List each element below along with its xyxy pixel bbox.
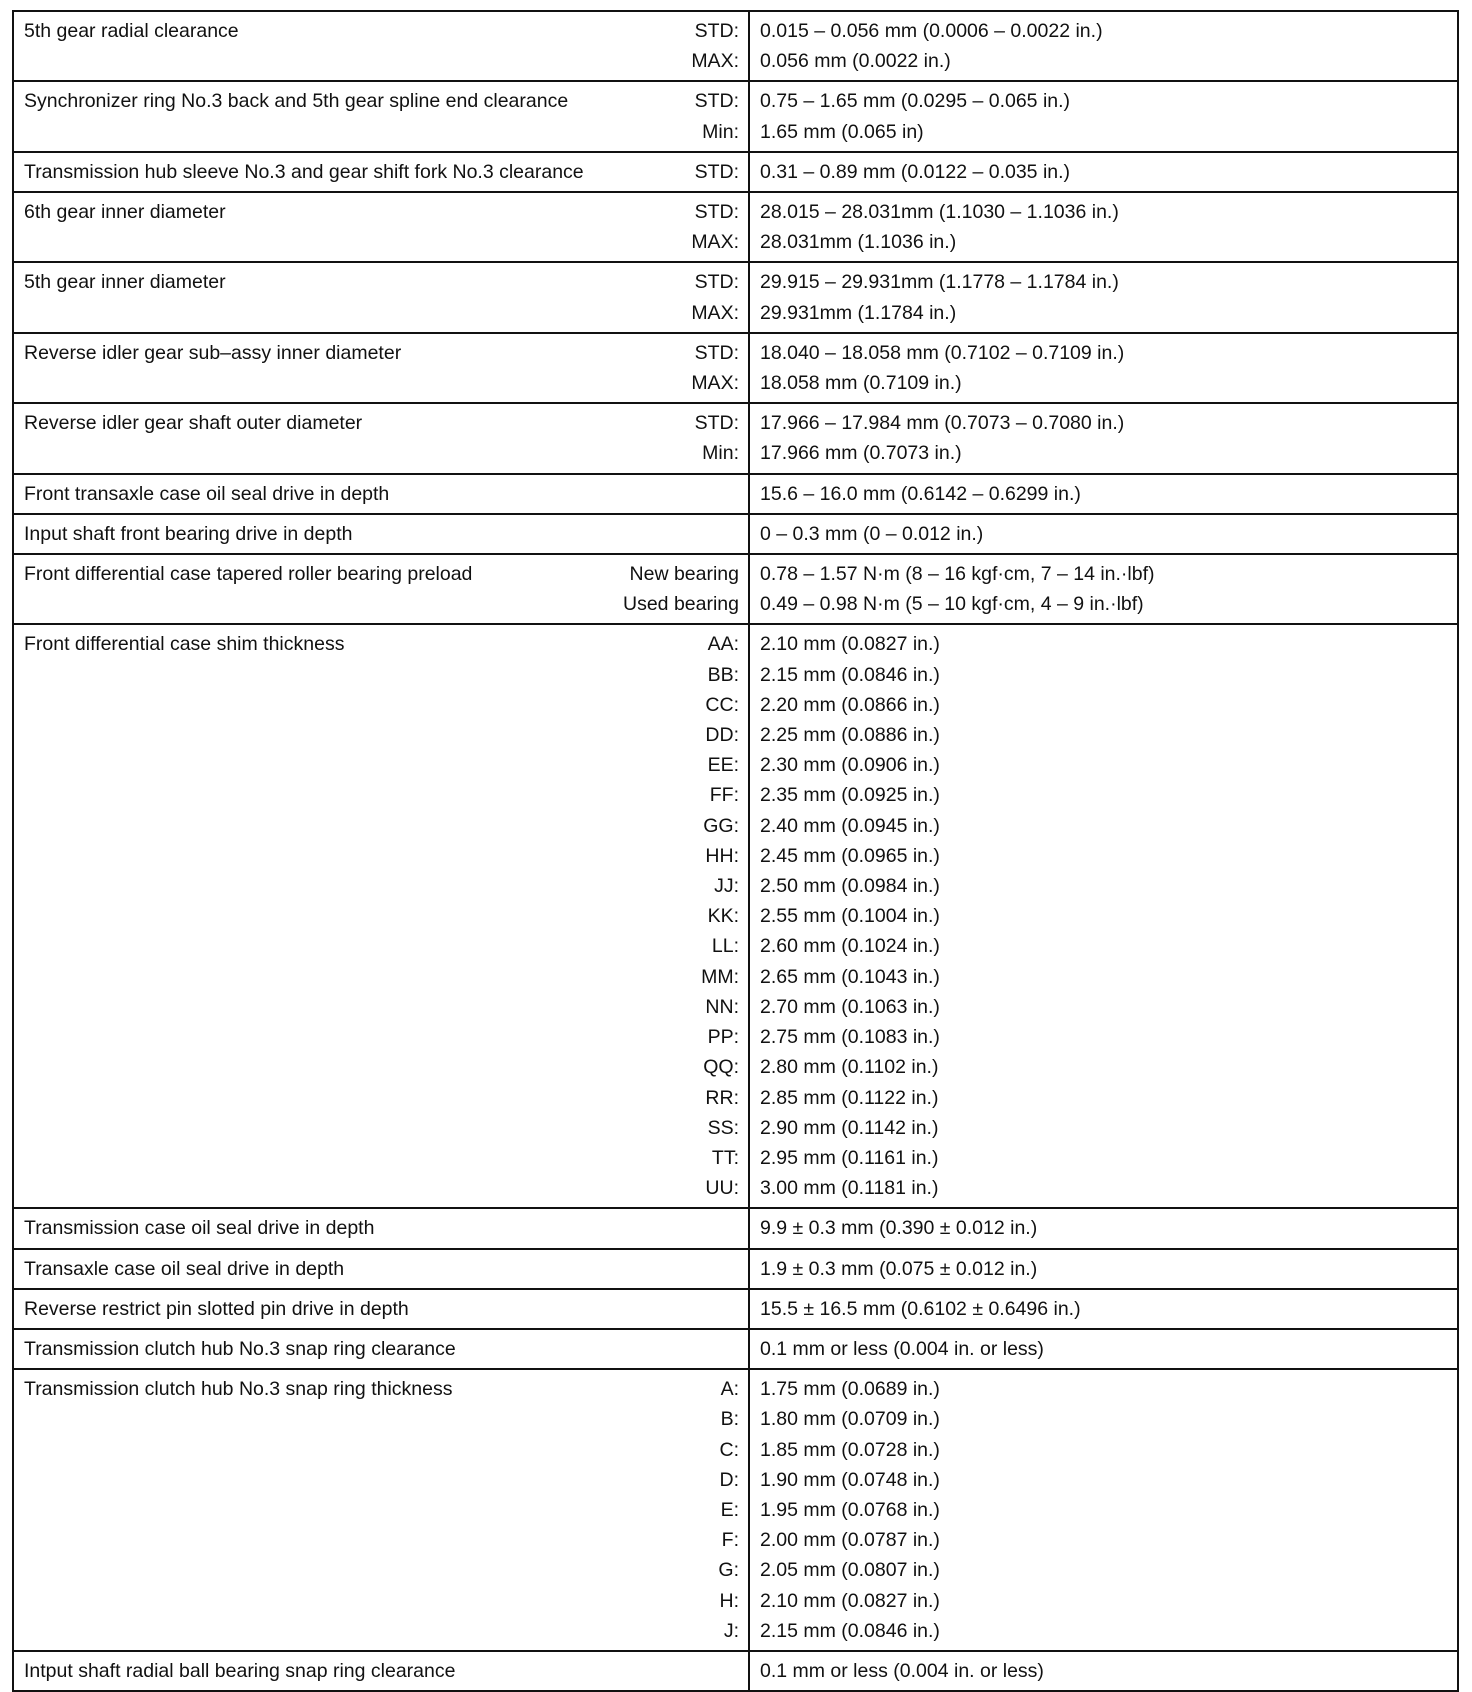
- spec-value: 9.9 ± 0.3 mm (0.390 ± 0.012 in.): [760, 1217, 1038, 1240]
- item-wrap: [24, 157, 739, 187]
- spec-cell: [749, 474, 1458, 514]
- spec-row: [13, 1329, 1458, 1369]
- spec-value: 0.31 – 0.89 mm (0.0122 – 0.035 in.): [760, 160, 1071, 183]
- spec-row: [13, 81, 1458, 151]
- spec-value: 2.15 mm (0.0846 in.): [760, 663, 940, 686]
- spec-label: UU:: [705, 1177, 739, 1200]
- spec-value: 29.931mm (1.1784 in.): [760, 301, 957, 324]
- spec-value: 2.65 mm (0.1043 in.): [760, 965, 940, 988]
- item-name: Transaxle case oil seal drive in depth: [24, 1257, 345, 1280]
- spec-label: MM:: [701, 965, 739, 988]
- spec-label: MAX:: [691, 50, 739, 73]
- spec-row: [13, 554, 1458, 624]
- spec-labels: [695, 157, 739, 187]
- spec-labels: [691, 338, 739, 398]
- spec-value: 0.056 mm (0.0022 in.): [760, 50, 951, 73]
- spec-value: 1.90 mm (0.0748 in.): [760, 1468, 940, 1491]
- spec-label: LL:: [711, 935, 739, 958]
- spec-value: 18.058 mm (0.7109 in.): [760, 372, 962, 395]
- spec-value: 1.9 ± 0.3 mm (0.075 ± 0.012 in.): [760, 1257, 1038, 1280]
- spec-row: [13, 403, 1458, 473]
- spec-label: F:: [721, 1529, 739, 1552]
- item-wrap: [24, 479, 739, 509]
- spec-value: 28.015 – 28.031mm (1.1030 – 1.1036 in.): [760, 201, 1119, 224]
- spec-value: 2.70 mm (0.1063 in.): [760, 995, 940, 1018]
- spec-value: 15.6 – 16.0 mm (0.6142 – 0.6299 in.): [760, 482, 1081, 505]
- spec-row: [13, 152, 1458, 192]
- item-cell: [13, 403, 749, 473]
- spec-cell: [749, 81, 1458, 151]
- spec-cell: [749, 1208, 1458, 1248]
- spec-value: 2.55 mm (0.1004 in.): [760, 905, 940, 928]
- spec-label: CC:: [705, 693, 739, 716]
- spec-cell: [749, 403, 1458, 473]
- item-wrap: [24, 1294, 739, 1324]
- item-wrap: [24, 408, 739, 468]
- spec-value: 2.95 mm (0.1161 in.): [760, 1146, 939, 1169]
- spec-cell: [749, 192, 1458, 262]
- item-cell: [13, 1208, 749, 1248]
- spec-value: 2.45 mm (0.0965 in.): [760, 844, 940, 867]
- item-name: Reverse restrict pin slotted pin drive in depth: [24, 1297, 409, 1320]
- spec-label: HH:: [705, 844, 739, 867]
- spec-labels: [701, 629, 739, 1203]
- spec-value: 2.10 mm (0.0827 in.): [760, 1589, 940, 1612]
- spec-label: C:: [719, 1438, 739, 1461]
- item-cell: [13, 514, 749, 554]
- item-wrap: [24, 86, 739, 146]
- spec-value: 2.15 mm (0.0846 in.): [760, 1619, 940, 1642]
- spec-label: Used bearing: [623, 593, 739, 616]
- spec-value: 2.05 mm (0.0807 in.): [760, 1559, 940, 1582]
- spec-label: NN:: [705, 995, 739, 1018]
- item-cell: [13, 152, 749, 192]
- spec-row: [13, 262, 1458, 332]
- item-wrap: [24, 267, 739, 327]
- spec-label: STD:: [694, 412, 739, 435]
- spec-label: QQ:: [703, 1056, 739, 1079]
- item-cell: [13, 624, 749, 1208]
- spec-value: 28.031mm (1.1036 in.): [760, 231, 957, 254]
- spec-value: 2.60 mm (0.1024 in.): [760, 935, 940, 958]
- item-wrap: [24, 629, 739, 1203]
- spec-labels: [695, 86, 739, 146]
- spec-value: 1.65 mm (0.065 in): [760, 120, 924, 143]
- spec-labels: [718, 1374, 739, 1646]
- spec-label: JJ:: [714, 875, 739, 898]
- item-wrap: [24, 197, 739, 257]
- spec-label: STD:: [694, 160, 739, 183]
- spec-label: RR:: [705, 1086, 739, 1109]
- spec-row: [13, 1651, 1458, 1691]
- spec-labels: [623, 559, 739, 619]
- spec-row: [13, 1208, 1458, 1248]
- spec-cell: [749, 1249, 1458, 1289]
- item-cell: [13, 333, 749, 403]
- spec-cell: [749, 333, 1458, 403]
- spec-cell: [749, 152, 1458, 192]
- item-wrap: [24, 559, 739, 619]
- spec-value: 2.40 mm (0.0945 in.): [760, 814, 940, 837]
- spec-cell: [749, 1651, 1458, 1691]
- spec-label: STD:: [694, 20, 739, 42]
- spec-value: 0 – 0.3 mm (0 – 0.012 in.): [760, 522, 984, 545]
- spec-value: 0.75 – 1.65 mm (0.0295 – 0.065 in.): [760, 90, 1071, 113]
- item-cell: [13, 1651, 749, 1691]
- item-wrap: [24, 1374, 739, 1646]
- item-wrap: [24, 1213, 739, 1243]
- spec-cell: [749, 514, 1458, 554]
- spec-label: BB:: [707, 663, 739, 686]
- item-name: Front transaxle case oil seal drive in depth: [24, 482, 390, 505]
- spec-value: 1.80 mm (0.0709 in.): [760, 1408, 940, 1431]
- spec-row: [13, 1249, 1458, 1289]
- spec-label: DD:: [705, 724, 739, 747]
- item-wrap: [24, 16, 739, 76]
- spec-label: PP:: [707, 1026, 739, 1049]
- spec-label: EE:: [707, 754, 739, 777]
- spec-label: Min:: [702, 442, 739, 465]
- spec-cell: [749, 1289, 1458, 1329]
- spec-value: 0.1 mm or less (0.004 in. or less): [760, 1659, 1044, 1682]
- spec-label: MAX:: [691, 231, 739, 254]
- spec-label: Min:: [702, 120, 739, 143]
- spec-value: 2.25 mm (0.0886 in.): [760, 724, 940, 747]
- spec-value: 0.1 mm or less (0.004 in. or less): [760, 1337, 1044, 1360]
- item-name: Transmission clutch hub No.3 snap ring thickness: [24, 1378, 453, 1401]
- item-name: Reverse idler gear shaft outer diameter: [24, 412, 363, 435]
- item-name: Transmission hub sleeve No.3 and gear shift fork No.3 clearance: [24, 160, 584, 183]
- item-cell: [13, 262, 749, 332]
- item-name: Input shaft front bearing drive in depth: [24, 522, 353, 545]
- item-name: Transmission clutch hub No.3 snap ring clearance: [24, 1337, 456, 1360]
- spec-value: 2.80 mm (0.1102 in.): [760, 1056, 939, 1079]
- spec-label: MAX:: [691, 301, 739, 324]
- item-cell: [13, 192, 749, 262]
- spec-label: G:: [718, 1559, 739, 1582]
- spec-row: [13, 514, 1458, 554]
- spec-labels: [691, 16, 739, 76]
- spec-label: J:: [723, 1619, 739, 1642]
- item-name: Reverse idler gear sub–assy inner diameter: [24, 341, 402, 364]
- spec-labels: [695, 408, 739, 468]
- spec-value: 2.10 mm (0.0827 in.): [760, 633, 940, 656]
- spec-value: 29.915 – 29.931mm (1.1778 – 1.1784 in.): [760, 271, 1119, 294]
- spec-label: AA:: [707, 633, 739, 656]
- spec-cell: [749, 11, 1458, 81]
- item-cell: [13, 1329, 749, 1369]
- spec-cell: [749, 554, 1458, 624]
- spec-value: 2.90 mm (0.1142 in.): [760, 1116, 939, 1139]
- spec-label: New bearing: [629, 563, 739, 586]
- specification-table-body: [13, 11, 1458, 1691]
- item-cell: [13, 554, 749, 624]
- specification-table: [12, 10, 1459, 1692]
- spec-label: STD:: [694, 201, 739, 224]
- spec-value: 17.966 mm (0.7073 in.): [760, 442, 962, 465]
- spec-label: STD:: [694, 341, 739, 364]
- spec-value: 2.75 mm (0.1083 in.): [760, 1026, 940, 1049]
- spec-row: [13, 1289, 1458, 1329]
- item-name: Synchronizer ring No.3 back and 5th gear spline end clearance: [24, 90, 569, 113]
- spec-value: 0.78 – 1.57 N·m (8 – 16 kgf·cm, 7 – 14 in.·lbf): [760, 563, 1155, 586]
- spec-label: MAX:: [691, 372, 739, 395]
- spec-value: 3.00 mm (0.1181 in.): [760, 1177, 939, 1200]
- spec-value: 1.75 mm (0.0689 in.): [760, 1378, 940, 1401]
- spec-row: [13, 624, 1458, 1208]
- spec-label: D:: [719, 1468, 739, 1491]
- spec-value: 2.85 mm (0.1122 in.): [760, 1086, 939, 1109]
- item-name: Transmission case oil seal drive in depth: [24, 1217, 375, 1240]
- spec-cell: [749, 1329, 1458, 1369]
- spec-row: [13, 11, 1458, 81]
- spec-labels: [691, 197, 739, 257]
- spec-label: STD:: [694, 271, 739, 294]
- spec-row: [13, 333, 1458, 403]
- spec-row: [13, 1369, 1458, 1651]
- spec-label: TT:: [711, 1146, 739, 1169]
- spec-value: 2.30 mm (0.0906 in.): [760, 754, 940, 777]
- spec-cell: [749, 624, 1458, 1208]
- spec-cell: [749, 1369, 1458, 1651]
- item-cell: [13, 1369, 749, 1651]
- spec-label: GG:: [703, 814, 739, 837]
- item-wrap: [24, 338, 739, 398]
- spec-value: 0.015 – 0.056 mm (0.0006 – 0.0022 in.): [760, 20, 1103, 42]
- spec-value: 0.49 – 0.98 N·m (5 – 10 kgf·cm, 4 – 9 in.·lbf): [760, 593, 1144, 616]
- spec-row: [13, 474, 1458, 514]
- spec-label: SS:: [707, 1116, 739, 1139]
- spec-value: 2.00 mm (0.0787 in.): [760, 1529, 940, 1552]
- item-wrap: [24, 1334, 739, 1364]
- spec-label: KK:: [707, 905, 739, 928]
- item-name: Intput shaft radial ball bearing snap ring clearance: [24, 1659, 456, 1682]
- spec-label: FF:: [709, 784, 739, 807]
- spec-cell: [749, 262, 1458, 332]
- spec-value: 2.20 mm (0.0866 in.): [760, 693, 940, 716]
- spec-value: 18.040 – 18.058 mm (0.7102 – 0.7109 in.): [760, 341, 1125, 364]
- spec-label: E:: [720, 1498, 739, 1521]
- spec-row: [13, 192, 1458, 262]
- item-cell: [13, 474, 749, 514]
- item-name: Front differential case tapered roller bearing preload: [24, 563, 473, 586]
- item-wrap: [24, 1254, 739, 1284]
- item-name: 6th gear inner diameter: [24, 201, 226, 224]
- item-cell: [13, 1289, 749, 1329]
- spec-label: A:: [720, 1378, 739, 1401]
- spec-labels: [691, 267, 739, 327]
- spec-value: 1.85 mm (0.0728 in.): [760, 1438, 940, 1461]
- item-name: 5th gear radial clearance: [24, 20, 239, 42]
- spec-value: 2.50 mm (0.0984 in.): [760, 875, 940, 898]
- item-wrap: [24, 1656, 739, 1686]
- item-name: Front differential case shim thickness: [24, 633, 345, 656]
- item-cell: [13, 11, 749, 81]
- spec-label: STD:: [694, 90, 739, 113]
- item-cell: [13, 1249, 749, 1289]
- spec-value: 15.5 ± 16.5 mm (0.6102 ± 0.6496 in.): [760, 1297, 1081, 1320]
- spec-value: 2.35 mm (0.0925 in.): [760, 784, 940, 807]
- item-name: 5th gear inner diameter: [24, 271, 226, 294]
- spec-value: 1.95 mm (0.0768 in.): [760, 1498, 940, 1521]
- spec-value: 17.966 – 17.984 mm (0.7073 – 0.7080 in.): [760, 412, 1125, 435]
- item-cell: [13, 81, 749, 151]
- item-wrap: [24, 519, 739, 549]
- spec-label: B:: [720, 1408, 739, 1431]
- spec-label: H:: [719, 1589, 739, 1612]
